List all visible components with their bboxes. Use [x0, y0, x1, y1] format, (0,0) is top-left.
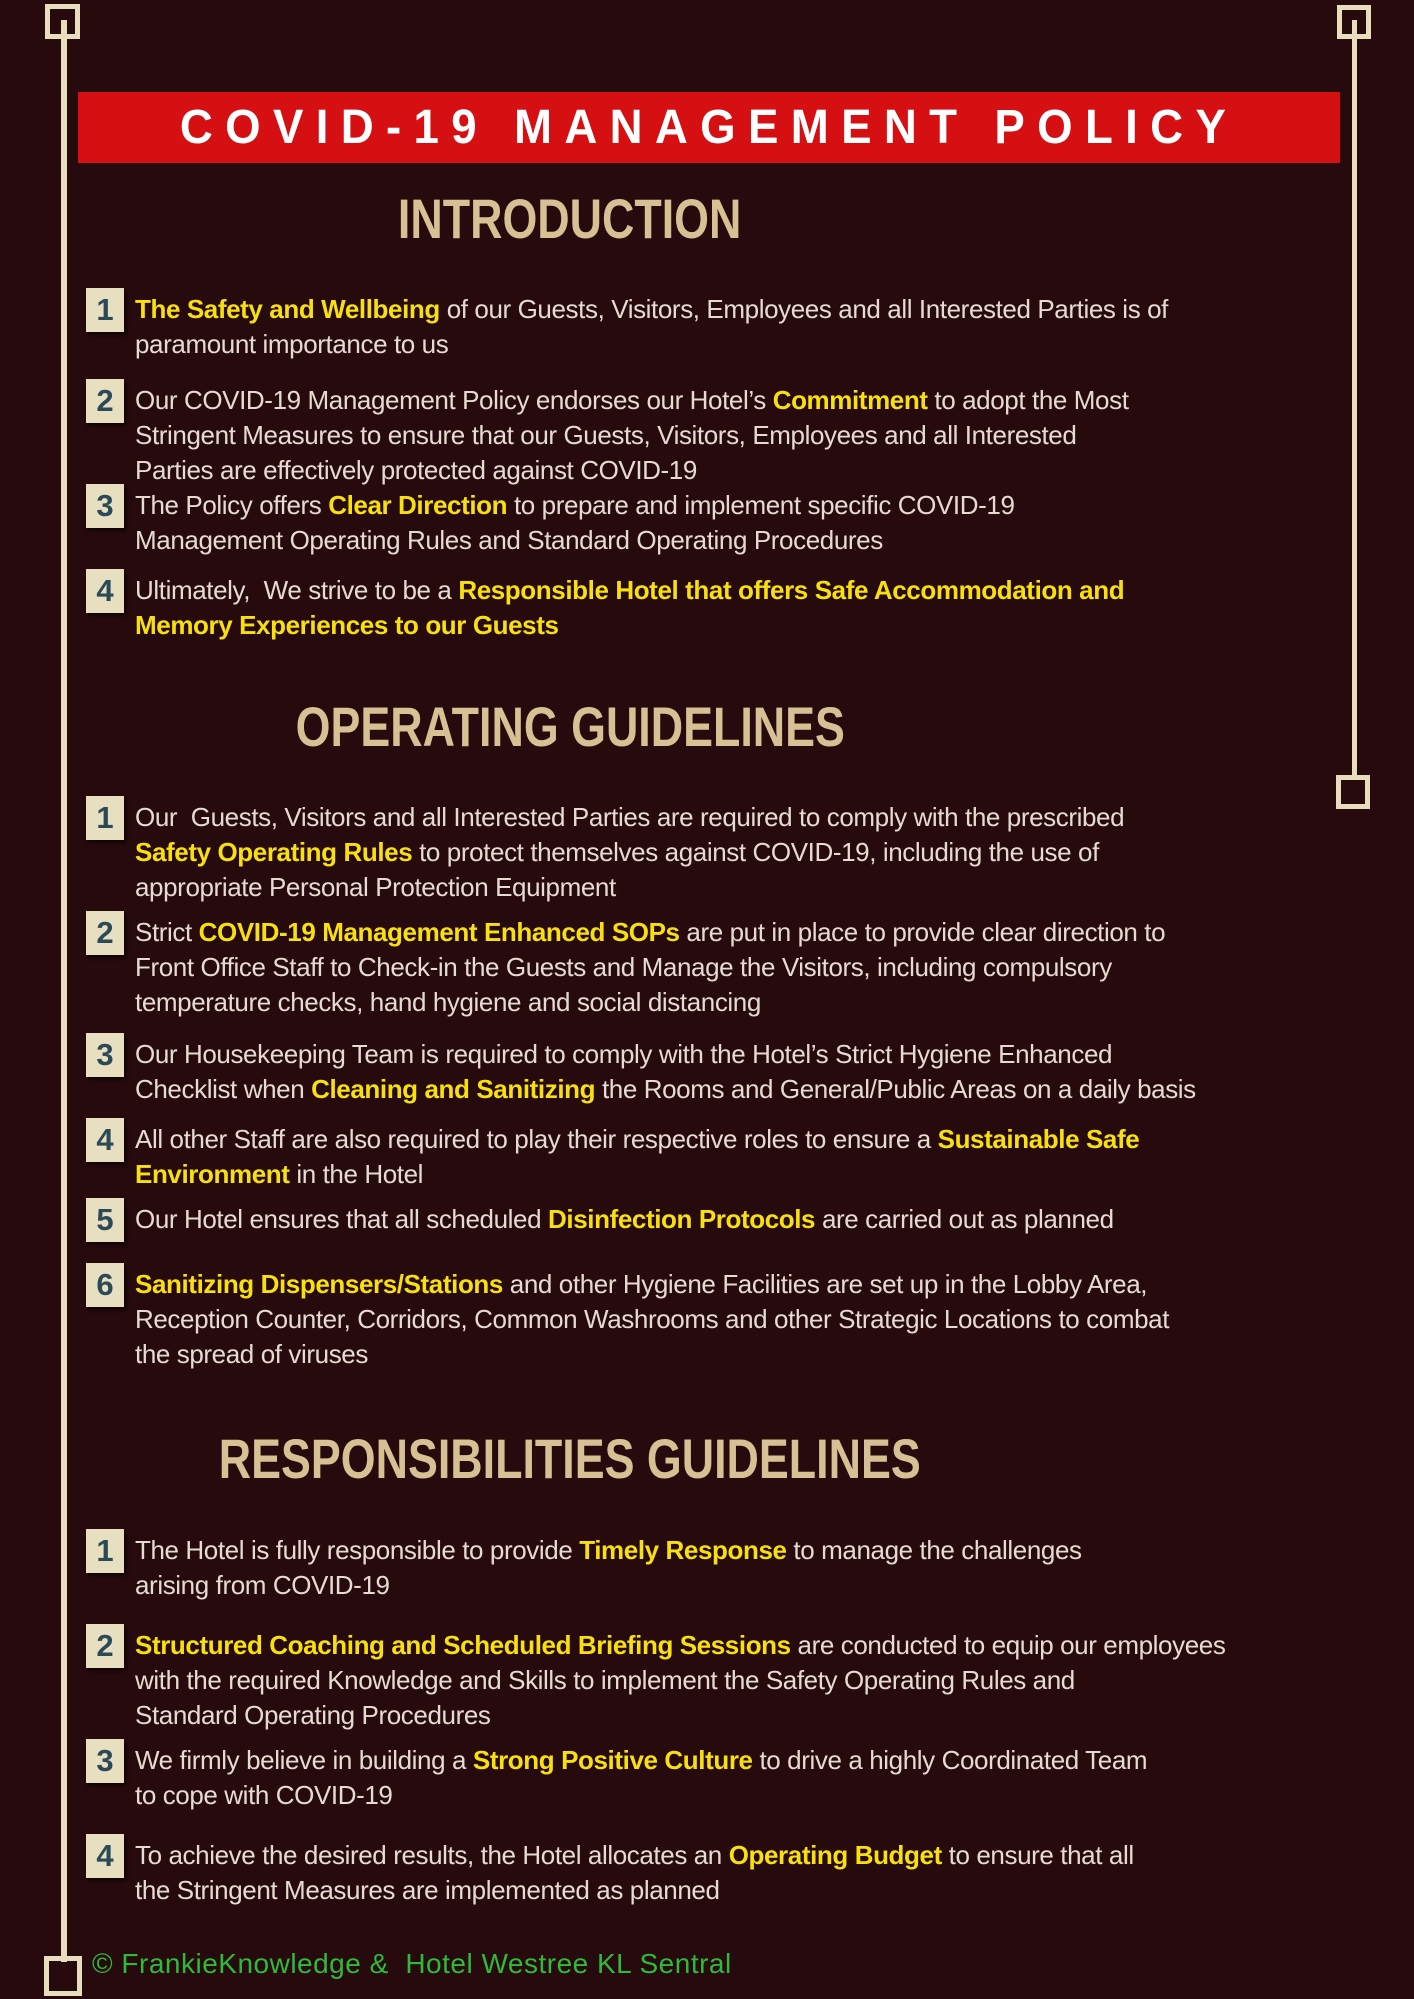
- list-item: [86, 1743, 1285, 1813]
- item-text: Our Guests, Visitors and all Interested Parties are required to comply with the prescribed Safety Operating Rules to protect themselves against COVID-19, including the use of appropriate Personal Protection Equipment: [135, 802, 1125, 902]
- item-text: The Safety and Wellbeing of our Guests, Visitors, Employees and all Interested Parties is of paramount importance to us: [135, 294, 1168, 359]
- item-number-badge: 3: [86, 1739, 124, 1783]
- item-number-badge: 4: [86, 1118, 124, 1162]
- item-number-badge: 1: [86, 1529, 124, 1573]
- item-text: Ultimately, We strive to be a Responsible Hotel that offers Safe Accommodation and Memory Experiences to our Guests: [135, 575, 1125, 640]
- section-heading-responsibilities-guidelines: RESPONSIBILITIES GUIDELINES: [219, 1427, 921, 1490]
- item-number-badge: 4: [86, 569, 124, 613]
- item-number-badge: 2: [86, 1624, 124, 1668]
- item-text: Strict COVID-19 Management Enhanced SOPs are put in place to provide clear direction to Front Office Staff to Check-in the Guests and Manage the Visitors, including compulsory temperature checks, hand hygiene and social distancing: [135, 917, 1166, 1017]
- item-text: Our Housekeeping Team is required to comply with the Hotel’s Strict Hygiene Enhanced Checklist when Cleaning and Sanitizing the Rooms and General/Public Areas on a daily basis: [135, 1039, 1196, 1104]
- item-text: Our COVID-19 Management Policy endorses our Hotel’s Commitment to adopt the Most Stringent Measures to ensure that our Guests, Visitors, Employees and all Interested Parties are effectively protected against COVID-19: [135, 385, 1129, 485]
- item-number-badge: 5: [86, 1198, 124, 1242]
- item-text: To achieve the desired results, the Hotel allocates an Operating Budget to ensure that all the Stringent Measures are implemented as planned: [135, 1840, 1134, 1905]
- item-number-badge: 4: [86, 1834, 124, 1878]
- item-number-badge: 2: [86, 911, 124, 955]
- item-number-badge: 3: [86, 1033, 124, 1077]
- list-item: [86, 1533, 1285, 1603]
- section-heading-operating-guidelines: OPERATING GUIDELINES: [295, 695, 845, 758]
- item-text: Sanitizing Dispensers/Stations and other Hygiene Facilities are set up in the Lobby Area, Reception Counter, Corridors, Common Washrooms and other Strategic Locations to combat the spread of viruses: [135, 1269, 1170, 1369]
- item-number-badge: 1: [86, 288, 124, 332]
- item-text: We firmly believe in building a Strong Positive Culture to drive a highly Coordinated Team to cope with COVID-19: [135, 1745, 1148, 1810]
- section-heading-introduction: INTRODUCTION: [398, 187, 742, 250]
- item-text: Structured Coaching and Scheduled Briefing Sessions are conducted to equip our employees with the required Knowledge and Skills to implement the Safety Operating Rules and Standard Operating Procedures: [135, 1630, 1226, 1730]
- list-item: [86, 1628, 1285, 1733]
- copyright-credit: © FrankieKnowledge & Hotel Westree KL Sentral: [92, 1948, 732, 1979]
- item-text: All other Staff are also required to play their respective roles to ensure a Sustainable Safe Environment in the Hotel: [135, 1124, 1140, 1189]
- item-text: The Policy offers Clear Direction to prepare and implement specific COVID-19 Management Operating Rules and Standard Operating Procedures: [135, 490, 1015, 555]
- item-text: Our Hotel ensures that all scheduled Disinfection Protocols are carried out as planned: [135, 1204, 1114, 1234]
- item-text: The Hotel is fully responsible to provide Timely Response to manage the challenges arising from COVID-19: [135, 1535, 1082, 1600]
- poster-title: COVID-19 MANAGEMENT POLICY: [179, 101, 1239, 154]
- item-number-badge: 6: [86, 1263, 124, 1307]
- item-number-badge: 1: [86, 796, 124, 840]
- item-number-badge: 3: [86, 484, 124, 528]
- item-number-badge: 2: [86, 379, 124, 423]
- list-item: [86, 1838, 1285, 1908]
